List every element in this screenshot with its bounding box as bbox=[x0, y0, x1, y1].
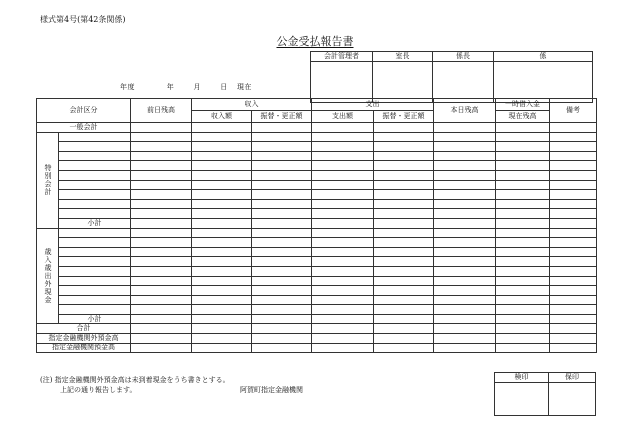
special-account-account-name[interactable] bbox=[59, 180, 131, 190]
extra-budget-account-name[interactable] bbox=[59, 257, 131, 267]
row-general-account bbox=[37, 123, 597, 133]
page-title: 公金受払報告書 bbox=[276, 35, 354, 48]
row-total bbox=[37, 324, 597, 334]
special-account-row bbox=[37, 170, 597, 180]
date-as-of: 現在 bbox=[236, 83, 252, 91]
header-receipts-transfer: 振替・更正額 bbox=[252, 111, 312, 123]
special-account-account-name[interactable] bbox=[59, 132, 131, 142]
date-line bbox=[120, 82, 252, 92]
header-receipts: 収入 bbox=[192, 99, 312, 111]
extra-budget-row bbox=[37, 228, 597, 238]
extra-budget-row bbox=[37, 295, 597, 305]
header-payments-amount: 支出額 bbox=[312, 111, 374, 123]
header-payments-transfer: 振替・更正額 bbox=[374, 111, 434, 123]
report-text: 上記の通り報告します。 bbox=[60, 386, 137, 394]
approval-header-chief: 室長 bbox=[373, 52, 433, 62]
date-day: 日 bbox=[220, 83, 228, 91]
extra-budget-account-name[interactable] bbox=[59, 266, 131, 276]
special-account-row bbox=[37, 209, 597, 219]
date-year: 年 bbox=[166, 83, 175, 91]
header-temp-loan: 一時借入金 bbox=[496, 99, 550, 111]
approval-stamp-chief[interactable] bbox=[373, 62, 433, 103]
special-account-row bbox=[37, 180, 597, 190]
general-account-label: 一般会計 bbox=[37, 123, 131, 133]
form-number: 様式第4号(第42条関係) bbox=[40, 15, 126, 24]
special-account-row bbox=[37, 142, 597, 152]
special-account-row bbox=[37, 190, 597, 200]
total-label: 合計 bbox=[37, 324, 131, 334]
extra-budget-subtotal-label: 小計 bbox=[59, 314, 131, 324]
inside-deposit-label: 指定金融機関預金高 bbox=[37, 343, 131, 353]
extra-budget-account-name[interactable] bbox=[59, 247, 131, 257]
extra-budget-account-name[interactable] bbox=[59, 276, 131, 286]
special-account-account-name[interactable] bbox=[59, 142, 131, 152]
special-account-row bbox=[37, 151, 597, 161]
approval-header-accountant: 会計管理者 bbox=[311, 52, 373, 62]
extra-budget-account-name[interactable] bbox=[59, 238, 131, 248]
header-temp-loan-balance: 現在残高 bbox=[496, 111, 550, 123]
approval-box bbox=[310, 51, 593, 103]
special-account-row bbox=[37, 161, 597, 171]
special-account-account-name[interactable] bbox=[59, 199, 131, 209]
bank-name: 阿賀町指定金融機関 bbox=[240, 386, 303, 394]
extra-budget-row bbox=[37, 238, 597, 248]
special-account-row bbox=[37, 218, 597, 228]
date-fiscal-year: 年度 bbox=[120, 83, 135, 91]
date-month: 月 bbox=[193, 83, 201, 91]
report-table bbox=[36, 98, 597, 353]
row-inside-deposit bbox=[37, 343, 597, 353]
extra-budget-row bbox=[37, 257, 597, 267]
approval-header-staff: 係 bbox=[494, 52, 593, 62]
extra-budget-account-name[interactable] bbox=[59, 305, 131, 315]
special-account-row bbox=[37, 132, 597, 142]
approval-stamp-accountant[interactable] bbox=[311, 62, 373, 103]
special-account-label: 特別会計 bbox=[37, 132, 59, 228]
approval-header-section-head: 係長 bbox=[433, 52, 494, 62]
approval-stamp-section-head[interactable] bbox=[433, 62, 494, 103]
outside-deposit-label: 指定金融機関外預金高 bbox=[37, 334, 131, 344]
row-outside-deposit bbox=[37, 334, 597, 344]
header-previous-balance: 前日残高 bbox=[131, 99, 192, 123]
extra-budget-label: 歳入歳出外現金 bbox=[37, 228, 59, 324]
header-today-balance: 本日残高 bbox=[434, 99, 496, 123]
extra-budget-row bbox=[37, 305, 597, 315]
special-account-account-name[interactable] bbox=[59, 170, 131, 180]
special-account-subtotal-label: 小計 bbox=[59, 218, 131, 228]
special-account-account-name[interactable] bbox=[59, 151, 131, 161]
extra-budget-account-name[interactable] bbox=[59, 295, 131, 305]
note-text: (注) 指定金融機関外預金高は未到着現金をうち書きとする。 bbox=[40, 376, 230, 384]
stamp-inspection[interactable] bbox=[495, 383, 549, 416]
header-account-category: 会計区分 bbox=[37, 99, 131, 123]
header-receipts-amount: 収入額 bbox=[192, 111, 252, 123]
special-account-account-name[interactable] bbox=[59, 161, 131, 171]
extra-budget-row bbox=[37, 314, 597, 324]
header-payments: 支出 bbox=[312, 99, 434, 111]
approval-stamp-staff[interactable] bbox=[494, 62, 593, 103]
extra-budget-row bbox=[37, 286, 597, 296]
stamp-header-custody: 保印 bbox=[549, 373, 596, 383]
extra-budget-account-name[interactable] bbox=[59, 228, 131, 238]
special-account-account-name[interactable] bbox=[59, 209, 131, 219]
extra-budget-row bbox=[37, 266, 597, 276]
extra-budget-account-name[interactable] bbox=[59, 286, 131, 296]
special-account-account-name[interactable] bbox=[59, 190, 131, 200]
stamp-box bbox=[494, 372, 596, 416]
extra-budget-row bbox=[37, 247, 597, 257]
header-remarks: 備考 bbox=[550, 99, 597, 123]
extra-budget-row bbox=[37, 276, 597, 286]
stamp-header-inspection: 検印 bbox=[495, 373, 549, 383]
stamp-custody[interactable] bbox=[549, 383, 596, 416]
special-account-row bbox=[37, 199, 597, 209]
